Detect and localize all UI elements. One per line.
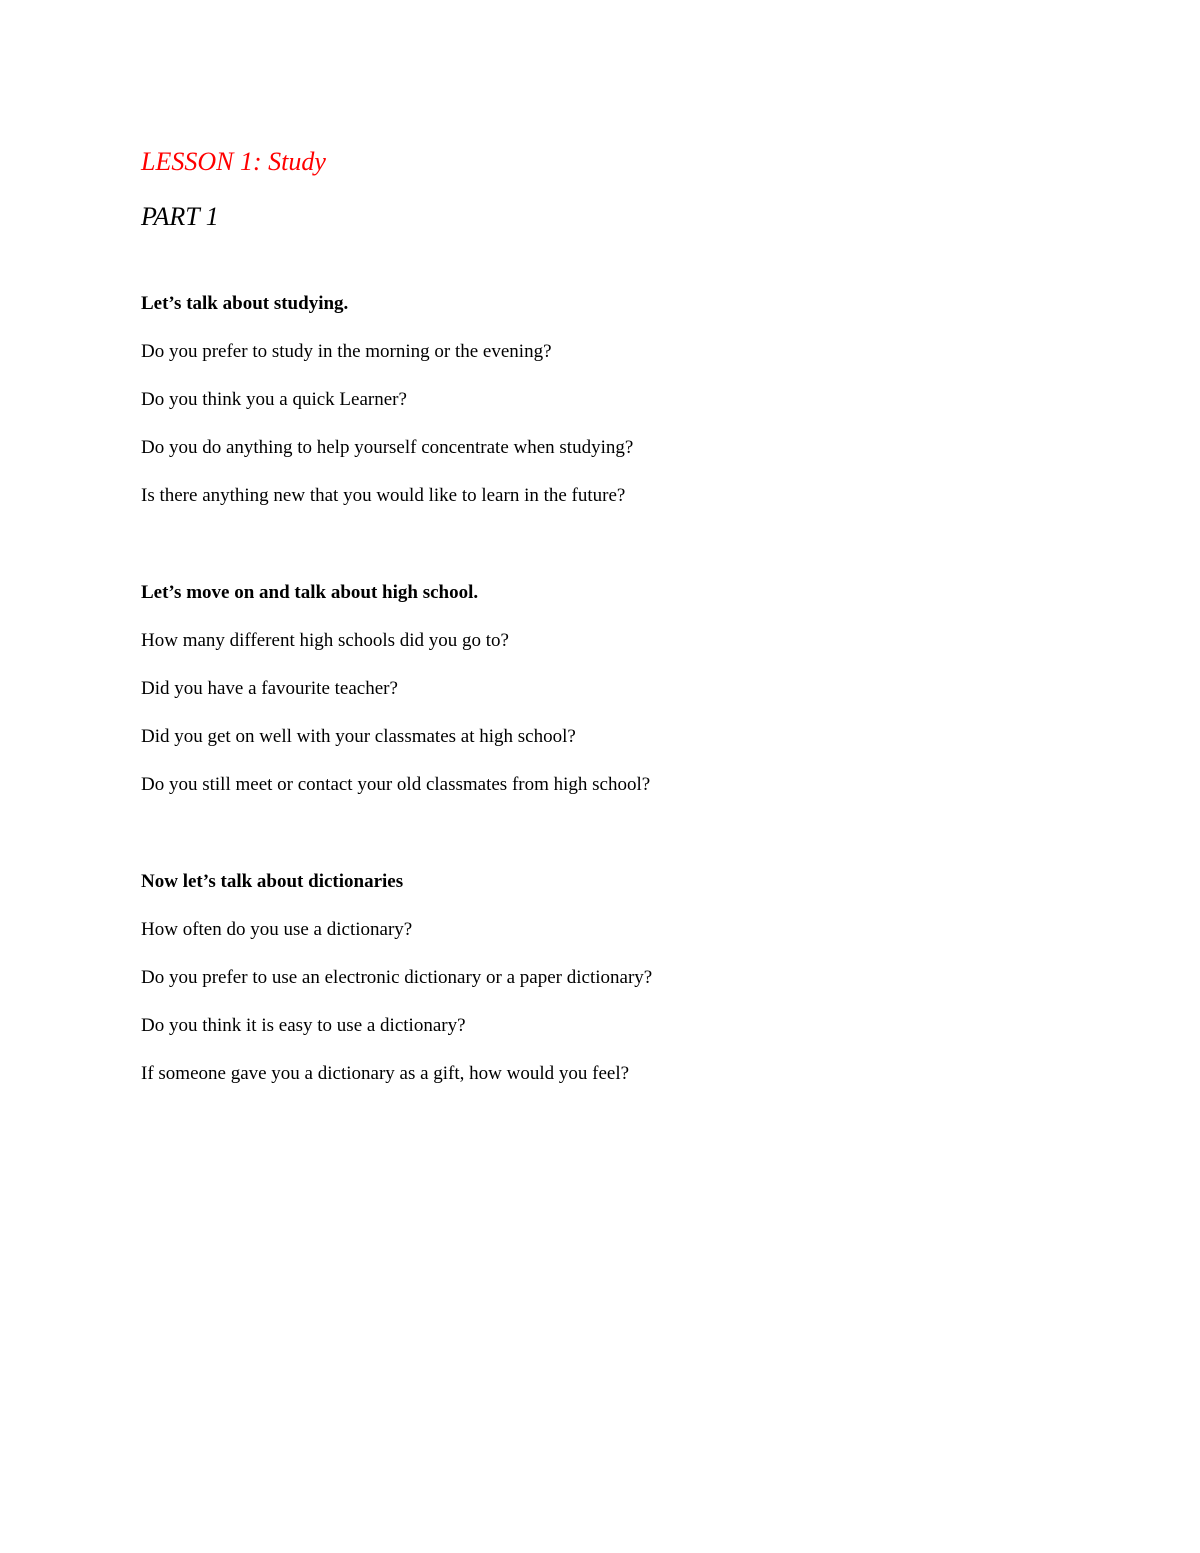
question-item: Did you have a favourite teacher? — [141, 678, 398, 699]
section-heading-studying: Let’s talk about studying. — [141, 293, 349, 314]
part-title: PART 1 — [141, 202, 219, 231]
question-item: Do you prefer to study in the morning or the evening? — [141, 341, 552, 362]
question-item: How many different high schools did you go to? — [141, 630, 509, 651]
question-item: Do you still meet or contact your old classmates from high school? — [141, 774, 651, 795]
question-item: Do you do anything to help yourself concentrate when studying? — [141, 437, 634, 458]
question-item: Do you think you a quick Learner? — [141, 389, 407, 410]
question-item: Is there anything new that you would like to learn in the future? — [141, 485, 626, 506]
question-item: Do you think it is easy to use a dictionary? — [141, 1015, 466, 1036]
question-item: If someone gave you a dictionary as a gift, how would you feel? — [141, 1063, 630, 1084]
lesson-title: LESSON 1: Study — [141, 147, 326, 176]
question-item: Did you get on well with your classmates at high school? — [141, 726, 576, 747]
section-heading-dictionaries: Now let’s talk about dictionaries — [141, 871, 404, 892]
section-heading-high-school: Let’s move on and talk about high school. — [141, 582, 479, 603]
question-item: Do you prefer to use an electronic dictionary or a paper dictionary? — [141, 967, 653, 988]
question-item: How often do you use a dictionary? — [141, 919, 413, 940]
